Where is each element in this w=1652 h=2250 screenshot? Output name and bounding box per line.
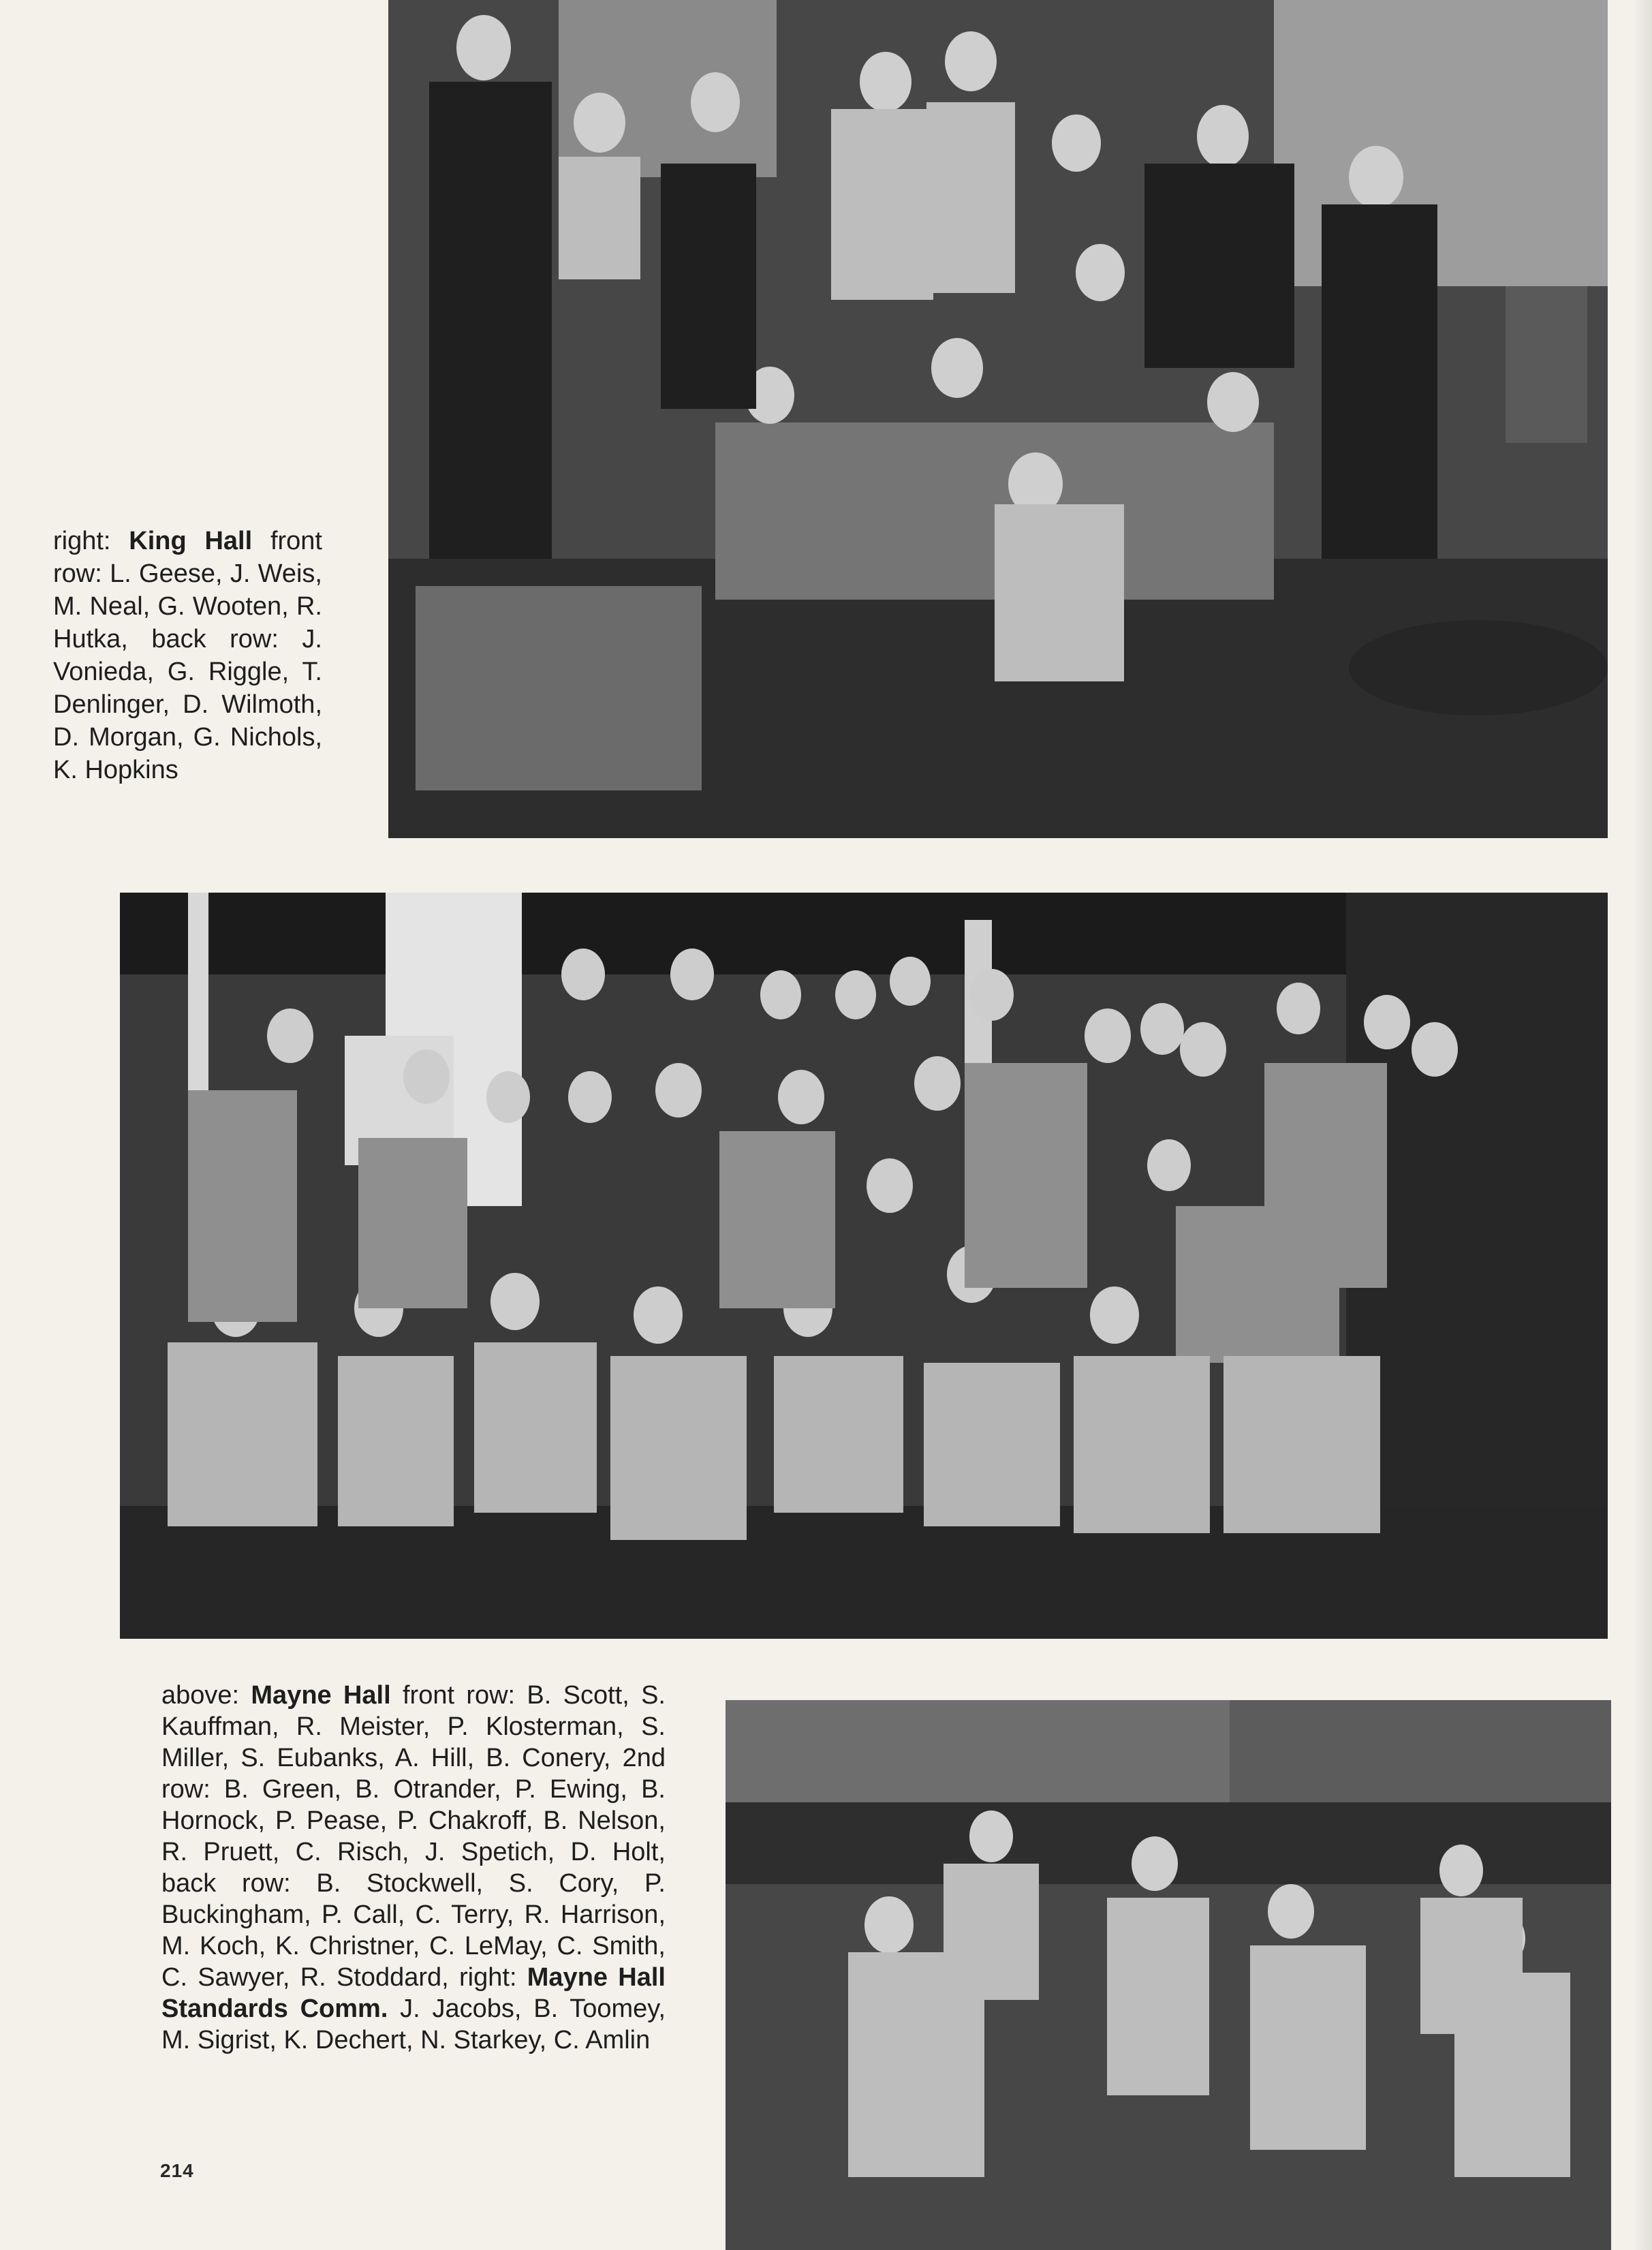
standards-committee-photo-scene <box>726 1700 1611 2250</box>
king-hall-caption <box>53 525 322 786</box>
standards-committee-photo <box>726 1700 1611 2250</box>
page-edge-shadow <box>1632 0 1652 2250</box>
king-hall-photo <box>388 0 1608 838</box>
mayne-hall-name: Mayne Hall <box>251 1681 391 1710</box>
king-hall-caption-prefix: right: <box>53 527 129 555</box>
mayne-hall-caption <box>161 1680 666 2056</box>
mayne-hall-caption-prefix: above: <box>161 1681 251 1710</box>
page-number: 214 <box>160 2160 194 2181</box>
king-hall-photo-scene <box>388 0 1608 838</box>
standards-comm-name: Mayne Hall Standards Comm. <box>161 1963 666 2023</box>
mayne-hall-photo <box>120 893 1608 1639</box>
standards-caption-prefix: right: <box>459 1963 527 1992</box>
king-hall-caption-names: front row: L. Geese, J. Weis, M. Neal, G. Wooten, R. Hutka, back row: J. Vonieda, G. Riggle, T. Denlinger, D. Wilmoth, D. Morgan, G. Nichols, K. Hopkins <box>53 527 322 784</box>
mayne-hall-caption-names: front row: B. Scott, S. Kauffman, R. Meister, P. Klosterman, S. Miller, S. Eubanks, A. Hill, B. Conery, 2nd row: B. Green, B. Otrander, P. Ewing, B. Hornock, P. Pease, P. Chakroff, B. Nelson, R. Pruett, C. Risch, J. Spetich, D. Holt, back row: B. Stockwell, S. Cory, P. Buckingham, P. Call, C. Terry, R. Harrison, M. Koch, K. Christner, C. LeMay, C. Smith, C. Sawyer, R. Stoddard, <box>161 1681 666 1992</box>
standards-caption-names: J. Jacobs, B. Toomey, M. Sigrist, K. Dechert, N. Starkey, C. Amlin <box>161 1994 666 2054</box>
mayne-hall-photo-scene <box>120 893 1608 1639</box>
king-hall-name: King Hall <box>129 527 253 555</box>
